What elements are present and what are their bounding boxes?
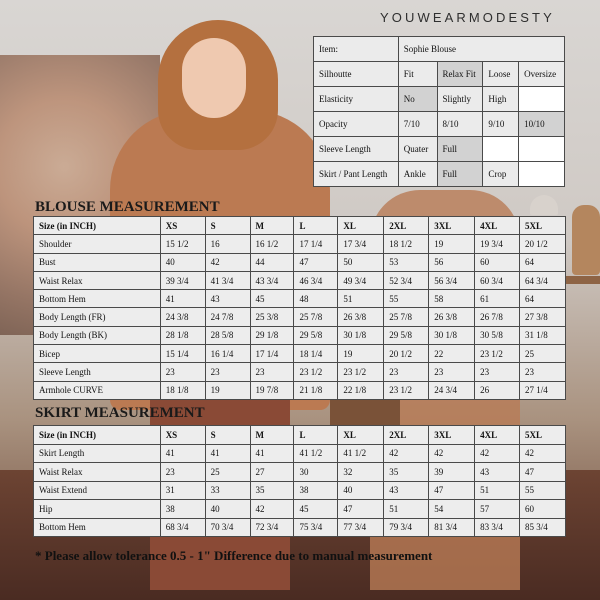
measurement-cell: 15 1/2: [160, 235, 205, 253]
table-row: [34, 290, 566, 308]
measurement-cell: 41: [160, 444, 205, 463]
row-label: Bottom Hem: [34, 518, 161, 537]
measurement-cell: 18 1/8: [160, 381, 205, 399]
measurement-cell: 27: [250, 463, 294, 482]
measurement-cell: 18 1/4: [294, 345, 338, 363]
measurement-cell: 44: [250, 253, 294, 271]
measurement-cell: 64 3/4: [520, 271, 566, 289]
measurement-cell: 51: [384, 500, 429, 519]
measurement-cell: 43: [205, 290, 250, 308]
measurement-cell: 23 1/2: [294, 363, 338, 381]
row-label: Armhole CURVE: [34, 381, 161, 399]
header-size-cell: 2XL: [384, 217, 429, 235]
header-size-cell: XL: [338, 426, 384, 445]
measurement-cell: 19: [205, 381, 250, 399]
header-size-cell: M: [250, 426, 294, 445]
row-label: Bicep: [34, 345, 161, 363]
measurement-cell: 43: [384, 481, 429, 500]
measurement-cell: 19: [429, 235, 475, 253]
header-size-cell: 5XL: [520, 217, 566, 235]
measurement-cell: 50: [338, 253, 384, 271]
measurement-cell: 41 1/2: [338, 444, 384, 463]
measurement-cell: 40: [338, 481, 384, 500]
info-row-opacity: [314, 112, 565, 137]
info-cell: [519, 162, 565, 187]
measurement-cell: 18 1/2: [384, 235, 429, 253]
measurement-cell: 22 1/8: [338, 381, 384, 399]
measurement-cell: 26: [475, 381, 520, 399]
info-row-sleeve-length: [314, 137, 565, 162]
header-size-cell: XS: [160, 217, 205, 235]
measurement-cell: 31: [160, 481, 205, 500]
measurement-cell: 79 3/4: [384, 518, 429, 537]
header-size-cell: L: [294, 426, 338, 445]
measurement-cell: 60: [520, 500, 566, 519]
measurement-cell: 25 7/8: [384, 308, 429, 326]
measurement-cell: 17 1/4: [250, 345, 294, 363]
measurement-cell: 64: [520, 253, 566, 271]
measurement-cell: 61: [475, 290, 520, 308]
table-row: [34, 253, 566, 271]
measurement-cell: 56 3/4: [429, 271, 475, 289]
measurement-cell: 35: [384, 463, 429, 482]
measurement-cell: 60: [475, 253, 520, 271]
measurement-cell: 23: [160, 463, 205, 482]
table-row: [34, 326, 566, 344]
measurement-cell: 23: [384, 363, 429, 381]
table-row: [34, 518, 566, 537]
measurement-cell: 27 1/4: [520, 381, 566, 399]
header-size-cell: 4XL: [475, 217, 520, 235]
measurement-cell: 19 7/8: [250, 381, 294, 399]
info-cell: Loose: [483, 62, 519, 87]
header-size-cell: S: [205, 426, 250, 445]
measurement-cell: 25 7/8: [294, 308, 338, 326]
table-row: [34, 271, 566, 289]
measurement-cell: 51: [475, 481, 520, 500]
measurement-cell: 38: [160, 500, 205, 519]
measurement-cell: 72 3/4: [250, 518, 294, 537]
measurement-cell: 19 3/4: [475, 235, 520, 253]
measurement-cell: 29 5/8: [294, 326, 338, 344]
info-cell: Opacity: [314, 112, 399, 137]
row-label: Bust: [34, 253, 161, 271]
measurement-cell: 35: [250, 481, 294, 500]
measurement-cell: 42: [475, 444, 520, 463]
measurement-cell: 58: [429, 290, 475, 308]
measurement-cell: 45: [250, 290, 294, 308]
measurement-cell: 23: [429, 363, 475, 381]
table-row: [34, 481, 566, 500]
header-size-label: Size (in INCH): [34, 426, 161, 445]
info-cell: Item:: [314, 37, 399, 62]
measurement-cell: 83 3/4: [475, 518, 520, 537]
measurement-cell: 51: [338, 290, 384, 308]
measurement-cell: 54: [429, 500, 475, 519]
info-cell: Fit: [398, 62, 437, 87]
measurement-cell: 42: [250, 500, 294, 519]
header-size-cell: 4XL: [475, 426, 520, 445]
info-cell: Skirt / Pant Length: [314, 162, 399, 187]
info-cell: [519, 137, 565, 162]
table-row: [34, 500, 566, 519]
info-row-item: [314, 37, 565, 62]
table-row: [34, 381, 566, 399]
measurement-cell: 30 5/8: [475, 326, 520, 344]
measurement-cell: 22: [429, 345, 475, 363]
info-cell: Elasticity: [314, 87, 399, 112]
info-cell-selected: Relax Fit: [437, 62, 483, 87]
measurement-cell: 23 1/2: [475, 345, 520, 363]
measurement-cell: 41 1/2: [294, 444, 338, 463]
measurement-cell: 55: [520, 481, 566, 500]
measurement-cell: 32: [338, 463, 384, 482]
tolerance-note: * Please allow tolerance 0.5 - 1" Difference due to manual measurement: [35, 548, 433, 563]
measurement-cell: 42: [520, 444, 566, 463]
info-row-elasticity: [314, 87, 565, 112]
table-row: [34, 235, 566, 253]
measurement-cell: 25: [205, 463, 250, 482]
measurement-cell: 56: [429, 253, 475, 271]
header-size-cell: XS: [160, 426, 205, 445]
measurement-cell: 42: [205, 253, 250, 271]
measurement-cell: 20 1/2: [520, 235, 566, 253]
skirt-section-title: SKIRT MEASUREMENT: [35, 405, 205, 421]
measurement-cell: 46 3/4: [294, 271, 338, 289]
info-cell: Slightly: [437, 87, 483, 112]
header-size-cell: XL: [338, 217, 384, 235]
model-face: [182, 38, 246, 118]
measurement-cell: 25: [520, 345, 566, 363]
table-row: [34, 345, 566, 363]
vase: [572, 205, 600, 275]
info-cell: Oversize: [519, 62, 565, 87]
table-row: [34, 463, 566, 482]
row-label: Sleeve Length: [34, 363, 161, 381]
item-info-table: [313, 36, 565, 187]
measurement-cell: 41: [205, 444, 250, 463]
header-size-cell: L: [294, 217, 338, 235]
measurement-cell: 47: [294, 253, 338, 271]
measurement-cell: 77 3/4: [338, 518, 384, 537]
measurement-cell: 21 1/8: [294, 381, 338, 399]
row-label: Waist Relax: [34, 271, 161, 289]
measurement-cell: 26 3/8: [429, 308, 475, 326]
measurement-cell: 42: [384, 444, 429, 463]
header-size-cell: M: [250, 217, 294, 235]
measurement-cell: 30 1/8: [429, 326, 475, 344]
info-row-skirt-length: [314, 162, 565, 187]
measurement-cell: 23: [160, 363, 205, 381]
measurement-cell: 68 3/4: [160, 518, 205, 537]
measurement-cell: 30 1/8: [338, 326, 384, 344]
measurement-cell: 60 3/4: [475, 271, 520, 289]
measurement-cell: 27 3/8: [520, 308, 566, 326]
measurement-cell: 28 5/8: [205, 326, 250, 344]
row-label: Body Length (BK): [34, 326, 161, 344]
measurement-cell: 38: [294, 481, 338, 500]
skirt-measurement-table: [33, 425, 566, 537]
measurement-cell: 23 1/2: [384, 381, 429, 399]
measurement-cell: 39 3/4: [160, 271, 205, 289]
measurement-cell: 30: [294, 463, 338, 482]
measurement-cell: 15 1/4: [160, 345, 205, 363]
measurement-cell: 33: [205, 481, 250, 500]
header-size-cell: 2XL: [384, 426, 429, 445]
measurement-cell: 23: [520, 363, 566, 381]
measurement-cell: 64: [520, 290, 566, 308]
measurement-cell: 85 3/4: [520, 518, 566, 537]
measurement-cell: 43: [475, 463, 520, 482]
info-cell: 7/10: [398, 112, 437, 137]
table-row: [34, 444, 566, 463]
row-label: Waist Extend: [34, 481, 161, 500]
measurement-cell: 45: [294, 500, 338, 519]
measurement-cell: 16: [205, 235, 250, 253]
row-label: Waist Relax: [34, 463, 161, 482]
measurement-cell: 24 3/4: [429, 381, 475, 399]
shelf: [565, 276, 600, 284]
measurement-cell: 40: [205, 500, 250, 519]
info-cell: 8/10: [437, 112, 483, 137]
measurement-cell: 29 1/8: [250, 326, 294, 344]
measurement-cell: 57: [475, 500, 520, 519]
info-cell-selected: No: [398, 87, 437, 112]
row-label: Shoulder: [34, 235, 161, 253]
measurement-cell: 20 1/2: [384, 345, 429, 363]
blouse-section-title: BLOUSE MEASUREMENT: [35, 199, 220, 215]
measurement-cell: 23 1/2: [338, 363, 384, 381]
info-row-silhouette: [314, 62, 565, 87]
measurement-cell: 16 1/2: [250, 235, 294, 253]
info-cell: Crop: [483, 162, 519, 187]
measurement-cell: 25 3/8: [250, 308, 294, 326]
measurement-cell: 40: [160, 253, 205, 271]
info-cell-selected: Full: [437, 162, 483, 187]
measurement-cell: 48: [294, 290, 338, 308]
measurement-cell: 17 1/4: [294, 235, 338, 253]
row-label: Hip: [34, 500, 161, 519]
info-cell-selected: Full: [437, 137, 483, 162]
measurement-cell: 47: [338, 500, 384, 519]
measurement-cell: 29 5/8: [384, 326, 429, 344]
info-cell: Sophie Blouse: [398, 37, 564, 62]
info-cell: Sleeve Length: [314, 137, 399, 162]
info-cell: Ankle: [398, 162, 437, 187]
measurement-cell: 19: [338, 345, 384, 363]
measurement-cell: 23: [475, 363, 520, 381]
measurement-cell: 17 3/4: [338, 235, 384, 253]
row-label: Skirt Length: [34, 444, 161, 463]
measurement-cell: 41 3/4: [205, 271, 250, 289]
measurement-cell: 16 1/4: [205, 345, 250, 363]
measurement-cell: 26 7/8: [475, 308, 520, 326]
measurement-cell: 52 3/4: [384, 271, 429, 289]
info-cell: 9/10: [483, 112, 519, 137]
measurement-cell: 41: [160, 290, 205, 308]
measurement-cell: 26 3/8: [338, 308, 384, 326]
table-header-row: [34, 217, 566, 235]
header-size-cell: 3XL: [429, 217, 475, 235]
header-size-label: Size (in INCH): [34, 217, 161, 235]
row-label: Bottom Hem: [34, 290, 161, 308]
info-cell: [483, 137, 519, 162]
row-label: Body Length (FR): [34, 308, 161, 326]
info-cell: [519, 87, 565, 112]
measurement-cell: 23: [250, 363, 294, 381]
measurement-cell: 24 3/8: [160, 308, 205, 326]
measurement-cell: 53: [384, 253, 429, 271]
measurement-cell: 23: [205, 363, 250, 381]
table-row: [34, 308, 566, 326]
measurement-cell: 49 3/4: [338, 271, 384, 289]
measurement-cell: 70 3/4: [205, 518, 250, 537]
header-size-cell: 5XL: [520, 426, 566, 445]
measurement-cell: 55: [384, 290, 429, 308]
info-cell: High: [483, 87, 519, 112]
table-header-row: [34, 426, 566, 445]
measurement-cell: 28 1/8: [160, 326, 205, 344]
measurement-cell: 39: [429, 463, 475, 482]
header-size-cell: S: [205, 217, 250, 235]
blouse-measurement-table: [33, 216, 566, 400]
measurement-cell: 47: [520, 463, 566, 482]
measurement-cell: 43 3/4: [250, 271, 294, 289]
brand-logo-text: YOUWEARMODESTY: [380, 10, 555, 25]
header-size-cell: 3XL: [429, 426, 475, 445]
measurement-cell: 81 3/4: [429, 518, 475, 537]
info-cell-selected: 10/10: [519, 112, 565, 137]
info-cell: Quater: [398, 137, 437, 162]
measurement-cell: 41: [250, 444, 294, 463]
info-cell: Silhoutte: [314, 62, 399, 87]
table-row: [34, 363, 566, 381]
measurement-cell: 42: [429, 444, 475, 463]
lamp: [530, 195, 558, 215]
measurement-cell: 24 7/8: [205, 308, 250, 326]
measurement-cell: 75 3/4: [294, 518, 338, 537]
measurement-cell: 31 1/8: [520, 326, 566, 344]
measurement-cell: 47: [429, 481, 475, 500]
